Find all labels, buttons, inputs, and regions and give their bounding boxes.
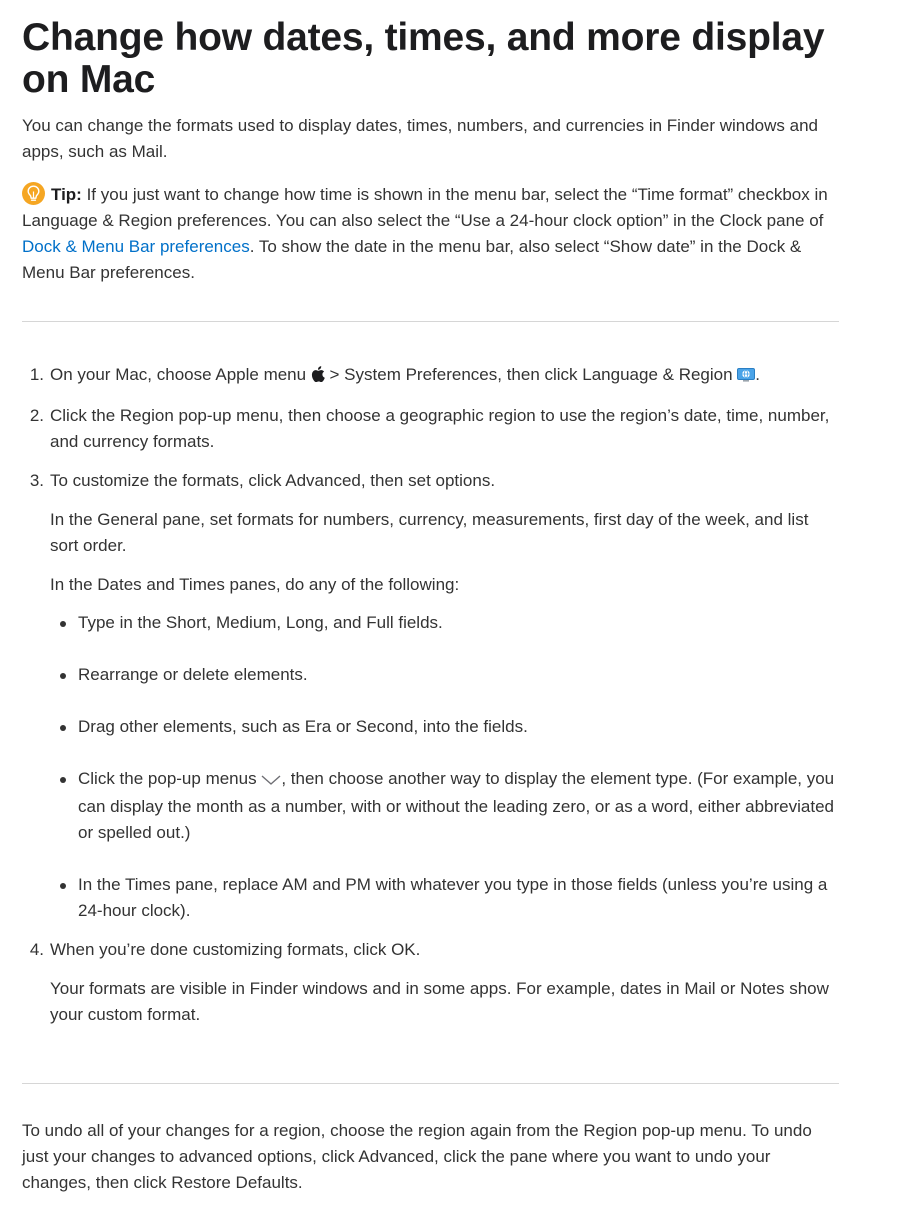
bullet-item bbox=[50, 766, 839, 846]
divider bbox=[22, 321, 839, 322]
step-number: 4. bbox=[29, 940, 44, 959]
bullet-text-before-icon: Click the pop-up menus bbox=[78, 769, 262, 788]
outro-paragraph: To undo all of your changes for a region, choose the region again from the Region pop-up menu. To undo just your changes to advanced options, click Advanced, click the pane where you want to undo your changes, then click Restore Defaults. bbox=[22, 1121, 812, 1192]
lightbulb-icon bbox=[22, 182, 45, 205]
article bbox=[22, 0, 839, 1196]
step-1-text-end: . bbox=[755, 365, 761, 384]
bullet-text: Drag other elements, such as Era or Second, into the fields. bbox=[78, 717, 528, 736]
general-pane-paragraph: In the General pane, set formats for numbers, currency, measurements, first day of the week, and list sort order. bbox=[50, 510, 809, 555]
step-3-text: To customize the formats, click Advanced, then set options. bbox=[50, 471, 496, 490]
step-4-text: When you’re done customizing formats, click OK. bbox=[50, 940, 421, 959]
bullet-dot bbox=[60, 725, 66, 731]
bullet-item bbox=[50, 662, 839, 688]
apple-menu-icon bbox=[311, 364, 325, 390]
bullet-dot bbox=[60, 883, 66, 889]
chevron-down-icon bbox=[261, 768, 281, 794]
step-1-text-middle: > System Preferences, then click Language & Region bbox=[324, 365, 738, 384]
step-4-followup: Your formats are visible in Finder windows and in some apps. For example, dates in Mail or Notes show your custom format. bbox=[50, 979, 829, 1024]
bullet-dot bbox=[60, 777, 66, 783]
bullet-dot bbox=[60, 621, 66, 627]
tip-text-after-link: . To show the date in the menu bar, also select “Show date” in the Dock & Menu Bar preferences. bbox=[22, 237, 802, 282]
tip-label: Tip: bbox=[51, 185, 82, 204]
intro-paragraph: You can change the formats used to display dates, times, numbers, and currencies in Finder windows and apps, such as Mail. bbox=[22, 116, 818, 161]
step-4 bbox=[22, 937, 839, 1028]
page-title: Change how dates, times, and more display on Mac bbox=[22, 16, 825, 101]
step-number: 3. bbox=[29, 471, 44, 490]
step-2-text: Click the Region pop-up menu, then choose a geographic region to use the region’s date, time, number, and currency formats. bbox=[50, 406, 830, 451]
tip-paragraph bbox=[22, 182, 839, 286]
bullet-item bbox=[50, 610, 839, 636]
step-3 bbox=[22, 468, 839, 924]
step-2 bbox=[22, 403, 839, 455]
step-1-text-before-apple: On your Mac, choose Apple menu bbox=[50, 365, 311, 384]
bullet-item bbox=[50, 872, 839, 924]
step-1 bbox=[22, 362, 839, 390]
bullet-text: Type in the Short, Medium, Long, and Full fields. bbox=[78, 613, 443, 632]
language-region-icon bbox=[737, 364, 755, 390]
bullet-dot bbox=[60, 673, 66, 679]
step-number: 2. bbox=[29, 406, 44, 425]
step-number: 1. bbox=[29, 365, 44, 384]
dock-menu-bar-preferences-link[interactable]: Dock & Menu Bar preferences bbox=[22, 237, 250, 256]
options-bullet-list bbox=[50, 610, 839, 924]
divider bbox=[22, 1083, 839, 1084]
bullet-text: Rearrange or delete elements. bbox=[78, 665, 308, 684]
tip-text-before-link: If you just want to change how time is shown in the menu bar, select the “Time format” checkbox in Language & Region preferences. You can also select the “Use a 24-hour clock option” in the Clock pane of bbox=[22, 185, 828, 230]
dates-times-intro: In the Dates and Times panes, do any of the following: bbox=[50, 575, 460, 594]
bullet-text-after-icon: , then choose another way to display the element type. (For example, you can display the month as a number, with or without the leading zero, or as a word, either abbreviated or spelled out.) bbox=[78, 769, 835, 842]
bullet-item bbox=[50, 714, 839, 740]
bullet-text: In the Times pane, replace AM and PM with whatever you type in those fields (unless you’re using a 24-hour clock). bbox=[78, 875, 828, 920]
steps-list bbox=[22, 362, 839, 1028]
